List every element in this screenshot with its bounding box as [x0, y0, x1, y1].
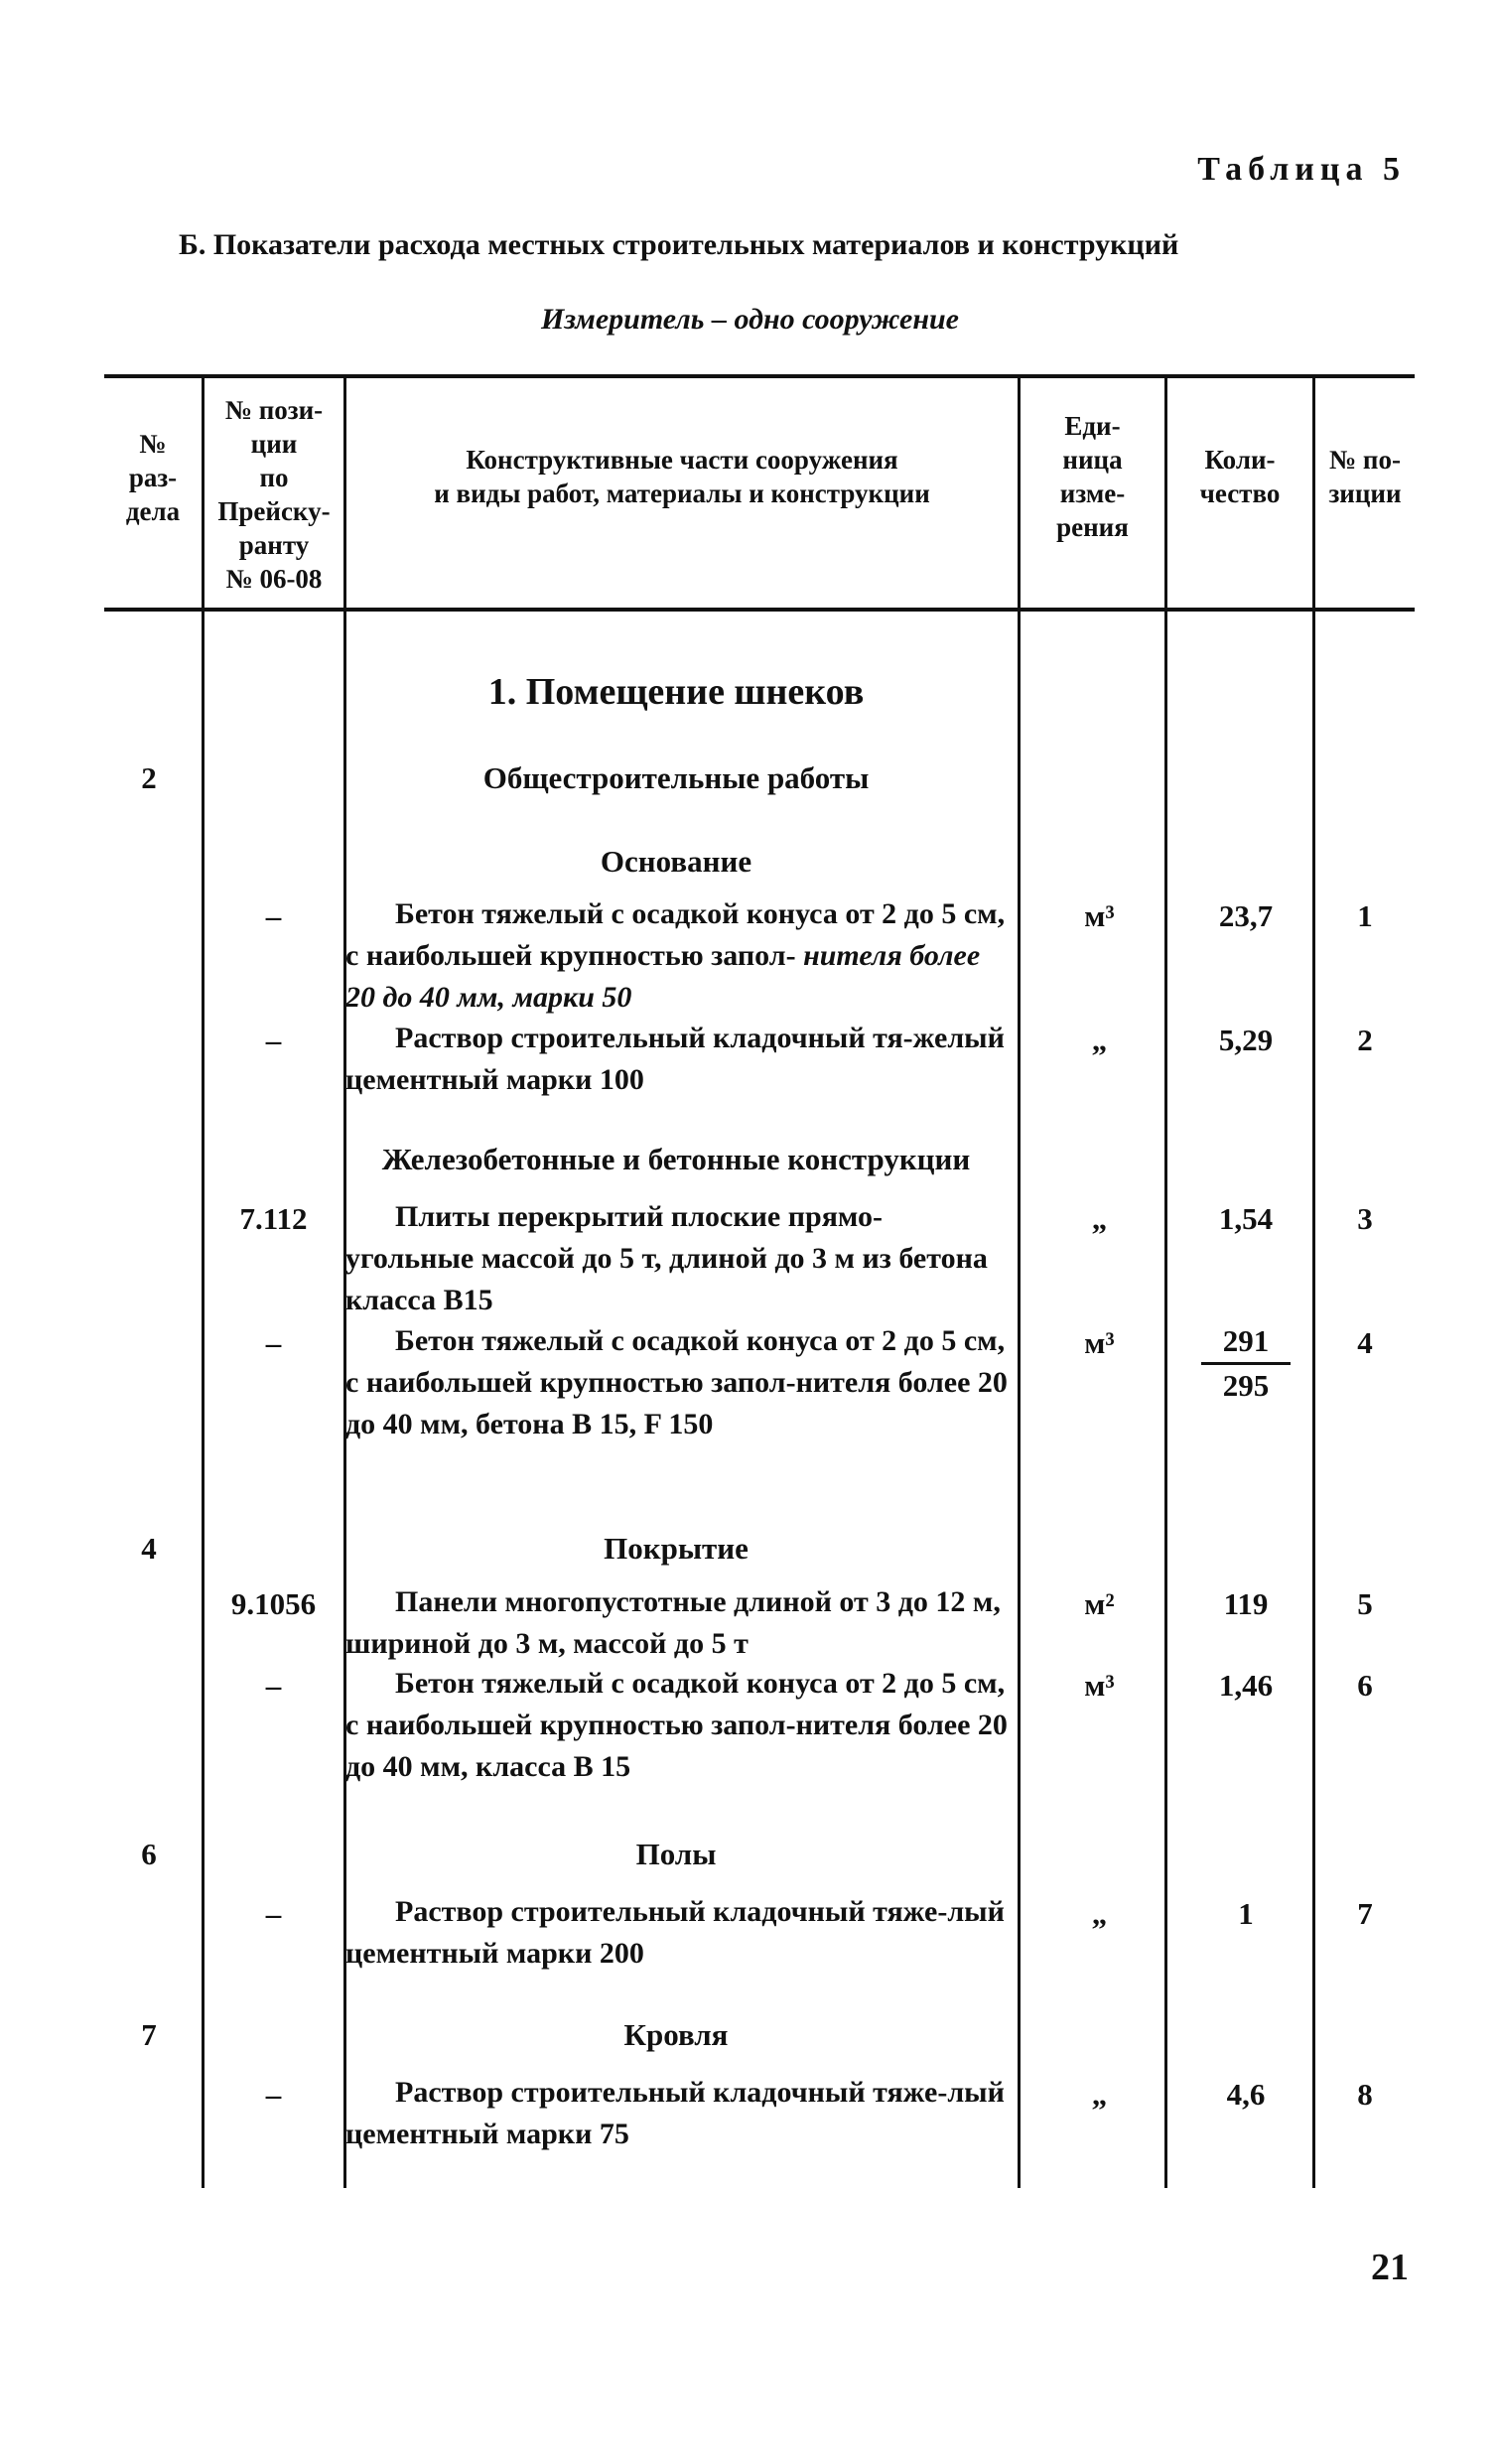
row-description: Плиты перекрытий плоские прямо-угольные массой до 5 т, длиной до 3 м из бетона класса В15	[345, 1200, 988, 1316]
header-top-rule	[104, 374, 1415, 378]
razdel-number: 4	[141, 1531, 157, 1566]
row-description: Панели многопустотные длиной от 3 до 12 м, шириной до 3 м, массой до 5 т	[345, 1585, 1001, 1660]
section-title: 1. Помещение шнеков	[487, 671, 865, 713]
razdel-number: 7	[141, 2017, 157, 2052]
header-quantity: Коли- чество	[1199, 445, 1281, 508]
quantity-numerator: 291	[1201, 1320, 1291, 1365]
header-position: № по- зиции	[1328, 445, 1402, 508]
header-bottom-rule	[104, 608, 1415, 612]
group-title: Основание	[600, 844, 752, 879]
row-unit: м³	[1084, 898, 1115, 933]
group-title: Покрытие	[604, 1531, 749, 1566]
row-position: 5	[1357, 1586, 1373, 1621]
row-code: –	[265, 1023, 282, 1057]
group-title: Железобетонные и бетонные конструкции	[381, 1142, 971, 1176]
row-code: –	[265, 1668, 282, 1703]
group-title: Полы	[635, 1837, 717, 1871]
row-position: 6	[1357, 1668, 1373, 1703]
row-description: Раствор строительный кладочный тяже-лый цементный марки 200	[345, 1895, 1005, 1970]
row-unit: „	[1091, 1201, 1108, 1236]
row-unit: „	[1091, 1023, 1108, 1057]
razdel-number: 2	[141, 760, 157, 795]
row-description: Раствор строительный кладочный тя-желый цементный марки 100	[345, 1022, 1005, 1096]
row-description: Раствор строительный кладочный тяже-лый цементный марки 75	[345, 2076, 1005, 2150]
row-position: 2	[1357, 1023, 1373, 1057]
row-description: Бетон тяжелый с осадкой конуса от 2 до 5 см, с наибольшей крупностью запол- нителя более 20 до 40 мм, марки 50	[345, 897, 1006, 1014]
table-label: Таблица 5	[1197, 151, 1406, 188]
table-title: Б. Показатели расхода местных строительных материалов и конструкций	[179, 228, 1179, 261]
group-title: Кровля	[623, 2017, 729, 2052]
row-unit: м³	[1084, 1325, 1115, 1360]
row-position: 7	[1357, 1896, 1373, 1931]
row-unit: „	[1091, 1896, 1108, 1931]
row-description: Бетон тяжелый с осадкой конуса от 2 до 5 см, с наибольшей крупностью запол-нителя более 20 до 40 мм, класса В 15	[345, 1667, 1008, 1783]
row-code: –	[265, 1896, 282, 1931]
table-subtitle: Измеритель – одно сооружение	[541, 303, 959, 336]
col-divider-3	[1018, 376, 1021, 2188]
row-quantity: 23,7	[1218, 898, 1274, 933]
row-code: –	[265, 1325, 282, 1360]
col-divider-1	[202, 376, 205, 2188]
row-quantity: 1	[1238, 1896, 1254, 1931]
row-quantity: 1,54	[1218, 1201, 1274, 1236]
row-quantity-fraction	[1171, 1320, 1320, 1407]
header-razdel: № раз- дела	[125, 429, 181, 526]
row-unit: м³	[1084, 1668, 1115, 1703]
row-unit: „	[1091, 2077, 1108, 2112]
row-quantity: 5,29	[1218, 1023, 1274, 1057]
row-position: 4	[1357, 1325, 1373, 1360]
row-quantity: 1,46	[1218, 1668, 1274, 1703]
page-number: 21	[1371, 2247, 1409, 2288]
row-code: 9.1056	[230, 1586, 317, 1621]
razdel-number: 6	[141, 1837, 157, 1871]
row-description: Бетон тяжелый с осадкой конуса от 2 до 5 см, с наибольшей крупностью запол-нителя более 20 до 40 мм, бетона В 15, F 150	[345, 1324, 1008, 1440]
row-code: –	[265, 898, 282, 933]
header-unit: Еди- ница изме- рения	[1056, 411, 1129, 542]
group-title: Общестроительные работы	[482, 760, 870, 795]
row-unit: м²	[1084, 1586, 1115, 1621]
row-quantity: 4,6	[1226, 2077, 1266, 2112]
header-position-pricelist: № пози- ции по Прейску- ранту № 06-08	[217, 395, 331, 594]
row-position: 8	[1357, 2077, 1373, 2112]
quantity-denominator: 295	[1222, 1368, 1270, 1403]
header-description: Конструктивные части сооружения и виды работ, материалы и конструкции	[434, 445, 930, 508]
row-code: 7.112	[239, 1201, 308, 1236]
row-quantity: 119	[1223, 1586, 1269, 1621]
row-position: 1	[1357, 898, 1373, 933]
row-code: –	[265, 2077, 282, 2112]
row-position: 3	[1357, 1201, 1373, 1236]
